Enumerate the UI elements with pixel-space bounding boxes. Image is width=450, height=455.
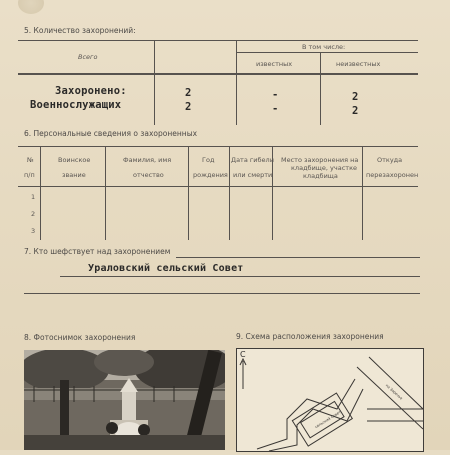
table6-header-death-sub: или смерти xyxy=(233,171,273,179)
row-military-unknown: 2 xyxy=(352,105,359,117)
table5-header-bottom xyxy=(18,73,418,75)
table6-row-num-1: 1 xyxy=(31,193,36,201)
table6-header-rank-sub: звание xyxy=(62,171,86,179)
table5-header-known: известных xyxy=(256,60,293,68)
row-military-label: Военнослужащих xyxy=(30,99,122,111)
table6-col-divider-4 xyxy=(229,146,230,240)
grave-photo-image xyxy=(24,350,225,450)
section7-line-1 xyxy=(176,257,420,258)
table6-header-birth: Год xyxy=(202,156,215,164)
section7-line-2 xyxy=(60,276,420,277)
table6-header-name-sub: отчество xyxy=(133,171,164,179)
table6-col-divider-3 xyxy=(188,146,189,240)
section9-title: 9. Схема расположения захоронения xyxy=(236,332,384,341)
table5-including-divider xyxy=(236,52,418,53)
row-buried-unknown: 2 xyxy=(352,91,359,103)
section5-title: 5. Количество захоронений: xyxy=(24,26,136,35)
row-military-known: - xyxy=(272,103,279,115)
row-buried-total: 2 xyxy=(185,87,192,99)
table5-header-total: Всего xyxy=(78,53,98,61)
table6-top-border xyxy=(18,146,418,147)
table6-header-birth-sub: рождения xyxy=(193,171,228,179)
table5-col-divider-3 xyxy=(320,52,321,125)
table6-col-divider-2 xyxy=(105,146,106,240)
table6-col-divider-6 xyxy=(362,146,363,240)
scheme-road-label: на Заречье xyxy=(384,383,404,401)
row-military-total: 2 xyxy=(185,101,192,113)
table5-header-including: В том числе: xyxy=(302,43,346,51)
table5-col-divider-2 xyxy=(236,40,237,125)
table6-header-place-1: Место захоронения на xyxy=(281,156,359,164)
section8-title: 8. Фотоснимок захоронения xyxy=(24,333,136,342)
table5-top-border xyxy=(18,40,418,41)
section7-value: Ураловский сельский Совет xyxy=(88,263,244,274)
table6-header-name: Фамилия, имя xyxy=(123,156,172,164)
table6-row-num-2: 2 xyxy=(31,210,36,218)
table6-col-divider-1 xyxy=(40,146,41,240)
table6-header-rank: Воинское xyxy=(58,156,91,164)
table5-header-unknown: неизвестных xyxy=(336,60,381,68)
table6-header-place-2: кладбище, участке xyxy=(291,164,357,172)
section7-title: 7. Кто шефствует над захоронением xyxy=(24,247,171,256)
row-buried-known: - xyxy=(272,89,279,101)
table6-header-death: Дата гибели xyxy=(231,156,274,164)
scheme-building-label: сельский Совет xyxy=(314,410,342,430)
section6-title: 6. Персональные сведения о захороненных xyxy=(24,129,198,138)
row-buried-label: Захоронено: xyxy=(55,85,127,97)
table6-header-from-sub: перезахоронен xyxy=(366,171,419,179)
burial-scheme xyxy=(236,348,424,452)
table6-header-from: Откуда xyxy=(377,156,403,164)
table6-header-num: № xyxy=(27,156,34,164)
table6-header-bottom xyxy=(18,186,418,187)
section7-line-3 xyxy=(24,293,420,294)
table6-header-place-3: кладбища xyxy=(303,172,338,180)
grave-photo xyxy=(24,350,225,450)
scheme-diagram xyxy=(237,349,423,451)
table6-row-num-3: 3 xyxy=(31,227,36,235)
scheme-north-label: С xyxy=(240,350,246,359)
table5-col-divider-1 xyxy=(154,40,155,125)
punch-hole xyxy=(18,0,44,14)
table6-header-num-sub: п/п xyxy=(24,171,35,179)
